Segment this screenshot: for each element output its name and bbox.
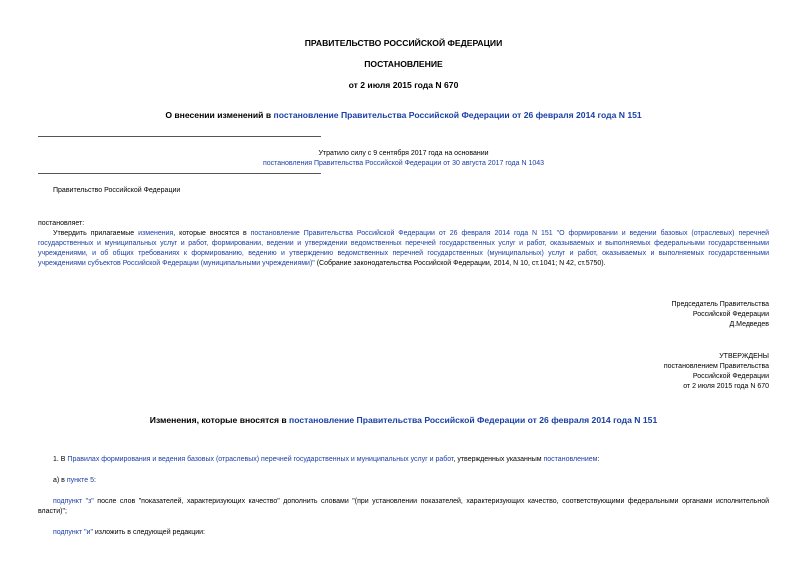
changes-title-prefix: Изменения, которые вносятся в <box>149 415 290 425</box>
document-type: ПОСТАНОВЛЕНИЕ <box>364 59 443 69</box>
rules-link[interactable]: Правилах формирования и ведения базовых (отраслевых) перечней государственных и муниципальных услуг и работ <box>67 456 454 463</box>
item-1-text-1: 1. В <box>53 456 68 463</box>
approved-date: от 2 июля 2015 года N 670 <box>683 383 769 390</box>
approved-org: Российской Федерации <box>692 373 769 380</box>
sub-i-text: изложить в следующей редакции: <box>92 529 206 536</box>
repeal-notice: Утратило силу с 9 сентября 2017 года на основании <box>318 150 489 157</box>
decree-151-link[interactable]: постановление Правительства Российской Федерации от 26 февраля 2014 года N 151 "О формировании и ведении базовых (отраслевых) перечней государственных и муниципальных услуг и работ, формировании, ведении и утверждении ведомственных перечней государственных услуг и работ, оказываемых и выполняемых федеральными государственными учреждениями, и об общих требованиях к формированию, ведению и утверждению ведомственных перечней государственных (муниципальных) услуг и работ, оказываемых и выполняемых государственными учреждениями субъектов Российской Федерации (муниципальными учреждениями)" <box>38 230 769 267</box>
changes-link[interactable]: изменения <box>138 230 174 237</box>
document-date: от 2 июля 2015 года N 670 <box>348 80 459 90</box>
approved-label: УТВЕРЖДЕНЫ <box>719 353 769 360</box>
para-text-2: , которые вносятся в <box>173 230 251 237</box>
document-title-prefix: О внесении изменений в <box>165 110 274 120</box>
changes-title <box>0 415 807 425</box>
amended-decree-link[interactable]: постановление Правительства Российской Федерации от 26 февраля 2014 года N 151 <box>273 110 642 120</box>
main-paragraph <box>38 229 769 269</box>
item-1 <box>53 455 599 465</box>
sub-z-text: после слов "показателей, характеризующих качество" дополнить словами "(при установлении показателей, характеризующих качество, соответствующими федеральными органами исполнительной власти)"; <box>38 498 769 515</box>
approved-block <box>664 352 769 392</box>
signature-org: Российской Федерации <box>692 311 769 318</box>
para-text-3: (Собрание законодательства Российской Федерации, 2014, N 10, ст.1041; N 42, ст.5750). <box>314 260 606 267</box>
changes-decree-link[interactable]: постановление Правительства Российской Федерации от 26 февраля 2014 года N 151 <box>289 415 658 425</box>
item-1-text-2: , утвержденных указанным <box>453 456 544 463</box>
subpoint-i-link[interactable]: подпункт "и" <box>53 529 93 536</box>
government-heading: ПРАВИТЕЛЬСТВО РОССИЙСКОЙ ФЕДЕРАЦИИ <box>304 38 503 48</box>
signature-name: Д.Медведев <box>729 321 769 328</box>
subpoint-z-link[interactable]: подпункт "з" <box>53 498 94 505</box>
signature-title: Председатель Правительства <box>671 301 769 308</box>
sub-a-text-2: : <box>94 477 96 484</box>
document-title <box>0 110 807 120</box>
para-text-1: Утвердить прилагаемые <box>53 230 139 237</box>
sub-a-text-1: а) в <box>53 477 67 484</box>
sub-item-z <box>38 497 769 517</box>
notice-divider-top <box>38 136 321 137</box>
signature-block <box>672 300 769 330</box>
decree-link[interactable]: постановлением <box>543 456 598 463</box>
government-name: Правительство Российской Федерации <box>53 187 181 194</box>
sub-item-a <box>53 476 96 486</box>
item-1-text-3: : <box>597 456 600 463</box>
repeal-decree-link[interactable]: постановления Правительства Российской Федерации от 30 августа 2017 года N 1043 <box>262 160 545 167</box>
sub-item-i <box>53 528 205 538</box>
decrees-label: постановляет: <box>38 220 85 227</box>
point-5-link[interactable]: пункте 5 <box>66 477 94 484</box>
notice-divider-bottom <box>38 173 321 174</box>
approved-by: постановлением Правительства <box>663 363 769 370</box>
